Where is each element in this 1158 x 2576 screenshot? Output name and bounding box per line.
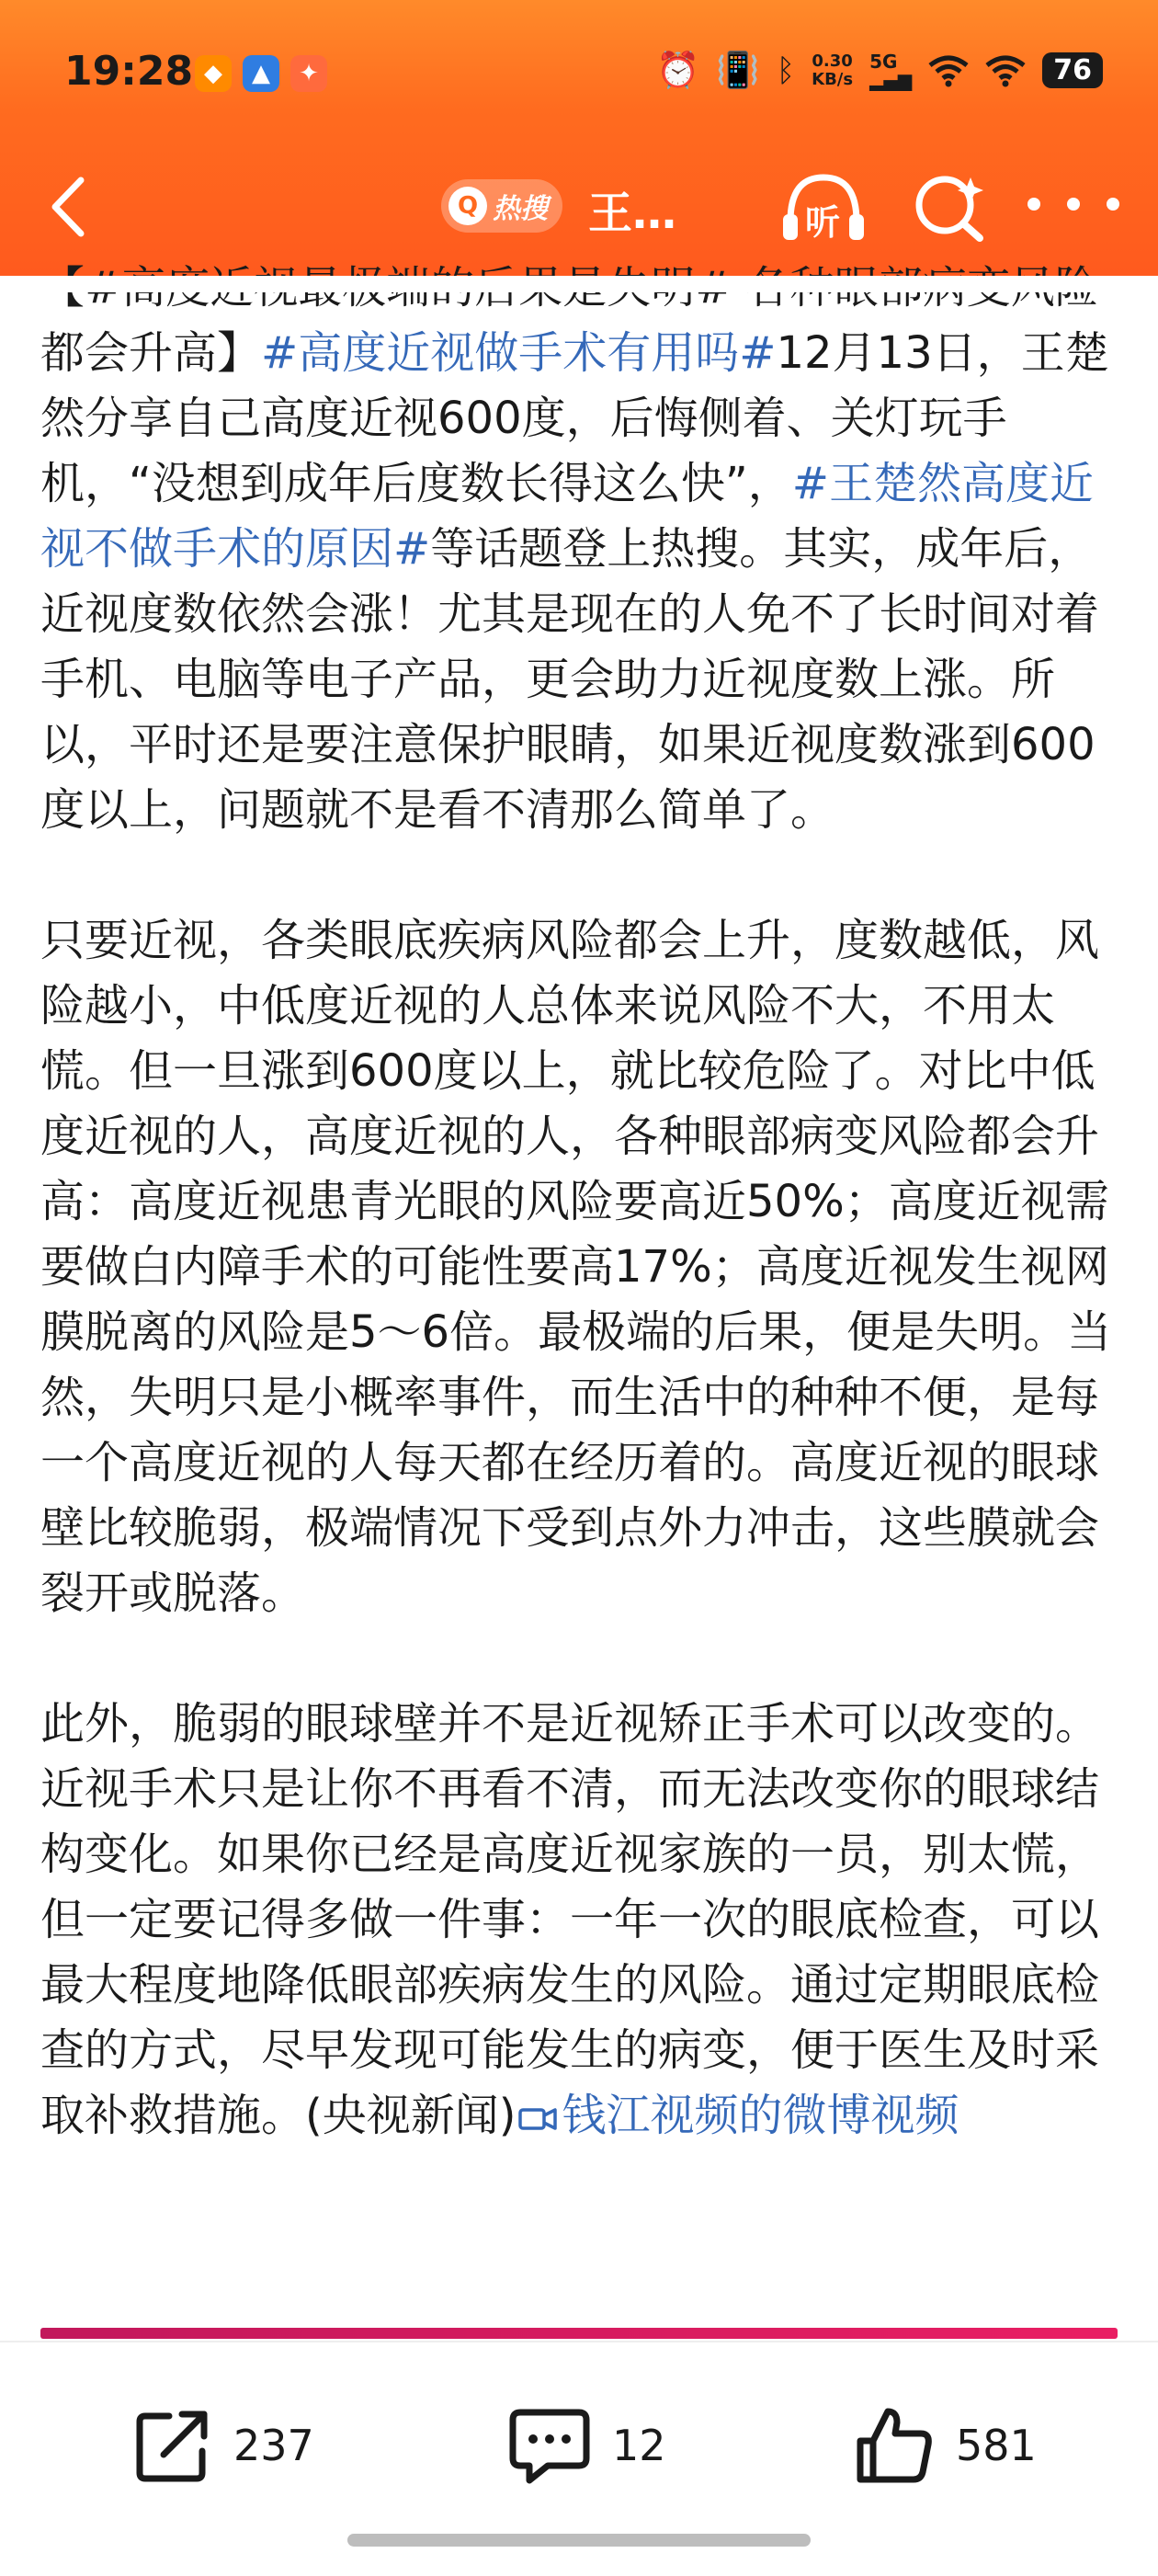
status-time: 19:28 <box>64 48 194 95</box>
share-icon <box>132 2405 213 2486</box>
chevron-left-icon <box>46 175 92 239</box>
vibrate-icon: 📳 <box>716 50 760 90</box>
hot-search-label: 热搜 <box>493 193 548 225</box>
wifi-icon-2 <box>985 54 1026 87</box>
page-title[interactable]: 王… <box>588 188 677 239</box>
signal-label: 5G <box>869 50 898 73</box>
comment-icon <box>507 2405 592 2486</box>
more-dot-icon <box>1027 198 1040 211</box>
video-camera-icon <box>517 2103 560 2134</box>
search-button[interactable] <box>910 170 993 244</box>
more-dot-icon <box>1107 198 1119 211</box>
share-button[interactable] <box>132 2399 314 2491</box>
alarm-icon: ⏰ <box>656 50 700 90</box>
cursor-notification-icon: ▲ <box>243 55 279 92</box>
comment-button[interactable] <box>507 2399 666 2491</box>
like-button[interactable] <box>853 2399 1037 2491</box>
article-paragraph-3 <box>40 1692 1118 2149</box>
net-speed-value: 0.30 <box>812 51 853 71</box>
back-button[interactable] <box>37 172 101 242</box>
search-q-icon: Q <box>448 187 487 225</box>
card-top-edge <box>0 276 1158 292</box>
status-right-icons <box>656 50 1103 91</box>
article-paragraph-2: 只要近视，各类眼底疾病风险都会上升，度数越低，风险越小，中低度近视的人总体来说风险不大，不用太慌。但一旦涨到600度以上，就比较危险了。对比中低度近视的人，高度近视的人，各种眼部病变风险都会升高：高度近视患青光眼的风险要高近50%；高度近视需要做白内障手术的可能性要高17%；高度近视发生视网膜脱离的风险是5～6倍。最极端的后果，便是失明。当然，失明只是小概率事件，而生活中的种种不便，是每一个高度近视的人每天都在经历着的。高度近视的眼球壁比较脆弱，极端情况下受到点外力冲击，这些膜就会裂开或脱落。 <box>40 915 1112 1619</box>
like-count: 581 <box>956 2421 1037 2470</box>
article-body <box>40 256 1118 2333</box>
listen-button[interactable] <box>778 166 869 249</box>
app-notification-icon: ◆ <box>195 55 232 92</box>
paragraph-1-text-c: 等话题登上热搜。其实，成年后，近视度数依然会涨！尤其是现在的人免不了长时间对着手机、电脑等电子产品，更会助力近视度数上涨。所以，平时还是要注意保护眼睛，如果近视度数涨到600度以上，问题就不是看不清那么简单了。 <box>40 523 1100 836</box>
comment-count: 12 <box>612 2421 666 2470</box>
paragraph-3-text: 此外，脆弱的眼球壁并不是近视矫正手术可以改变的。近视手术只是让你不再看不清，而无法改变你的眼球结构变化。如果你已经是高度近视家族的一员，别太慌，但一定要记得多做一件事：一年一次的眼底检查，可以最大程度地降低眼部疾病发生的风险。通过定期眼底检查的方式，尽早发现可能发生的病变，便于医生及时采取补救措施。(央视新闻) <box>40 1698 1100 2141</box>
sport-notification-icon: ✦ <box>290 55 327 92</box>
status-bar <box>0 37 1158 120</box>
share-count: 237 <box>233 2421 314 2470</box>
video-preview-strip[interactable] <box>40 2328 1118 2339</box>
battery-indicator: 76 <box>1042 52 1103 88</box>
cell-signal-icon: 5G ▂▄▆ <box>869 50 913 91</box>
hot-search-badge[interactable] <box>441 179 562 233</box>
more-button[interactable] <box>1027 181 1119 227</box>
bluetooth-icon: ᛒ <box>776 51 796 89</box>
topic-link-wangchuran[interactable]: #王楚然高度近视不做手术的原因# <box>40 458 1094 575</box>
home-indicator[interactable] <box>347 2534 811 2547</box>
more-dot-icon <box>1067 198 1080 211</box>
search-sparkle-icon <box>910 170 993 244</box>
topic-link-surgery[interactable]: #高度近视做手术有用吗# <box>261 327 777 379</box>
net-speed <box>812 52 853 89</box>
net-speed-unit: KB/s <box>812 69 854 89</box>
listen-label: 听 <box>805 202 841 243</box>
thumbs-up-icon <box>853 2404 936 2487</box>
nav-bar <box>0 161 1158 253</box>
video-link[interactable] <box>516 2090 959 2141</box>
video-link-label: 钱江视频的微博视频 <box>562 2090 959 2141</box>
wifi-icon <box>928 54 969 87</box>
paragraph-1-text-b: 12月13日，王楚然分享自己高度近视600度，后悔侧着、关灯玩手机，“没想到成年后度数长得这么快”， <box>40 327 1109 509</box>
paragraph-1-text-a: 都会升高】 <box>40 327 262 379</box>
article-paragraph-1 <box>40 256 1118 843</box>
